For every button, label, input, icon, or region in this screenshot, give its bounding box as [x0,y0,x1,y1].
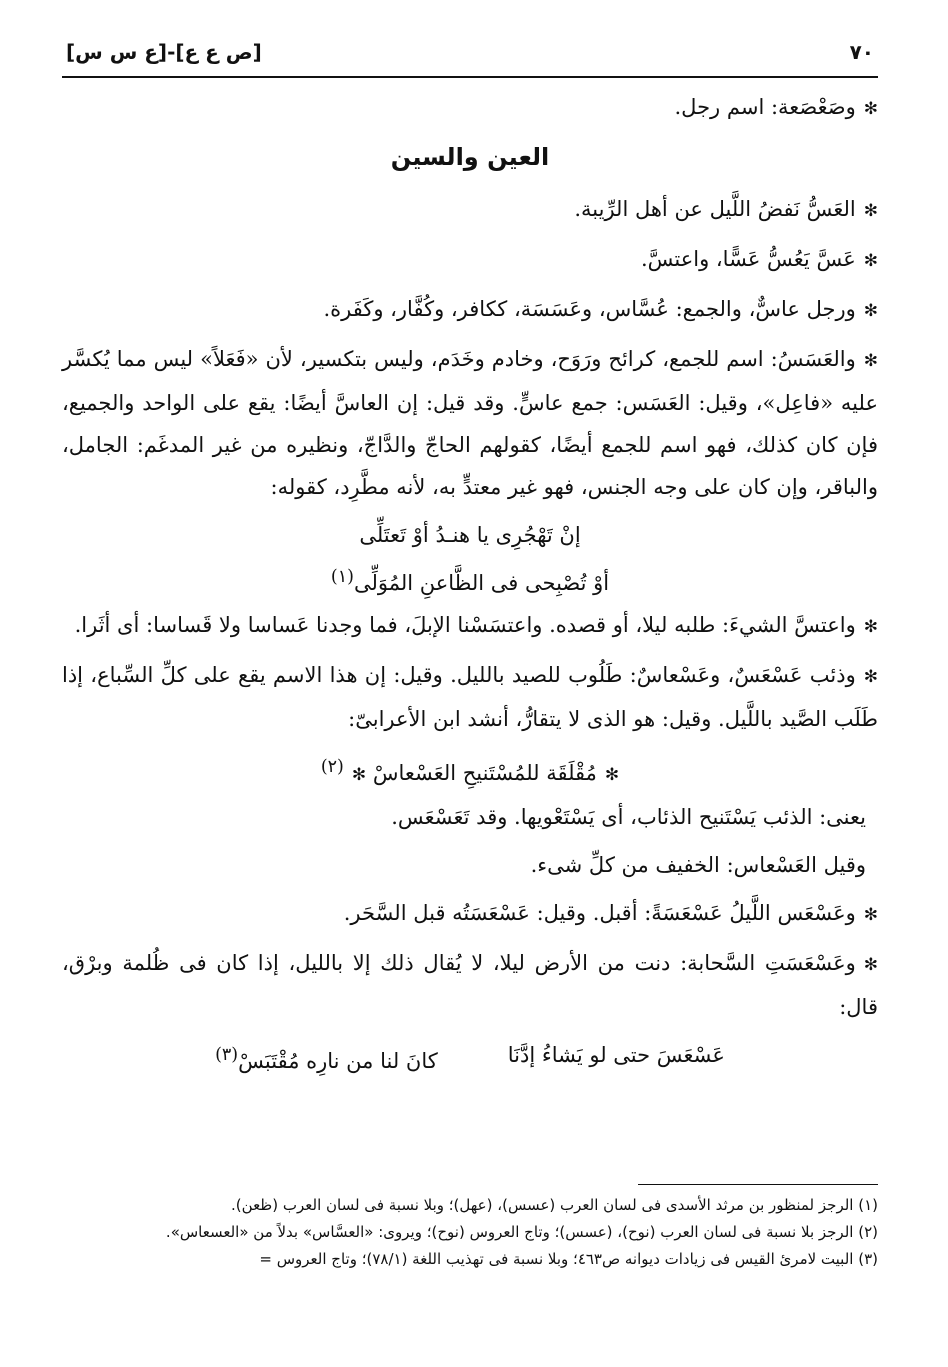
entry-paragraph [62,844,878,886]
entry-text: وعَسْعَسَتِ السَّحابة: دنت من الأرض ليلا، لا يُقال ذلك إلا بالليل، إذا كان فى ظُلمة وبرْق، قال: [62,951,878,1019]
verse-hemistich-left [215,1034,438,1082]
asterisk-icon: ✻ [863,201,878,221]
entry-text: وعَسْعَس اللَّيلُ عَسْعَسَةً: أقبل. وقيل: عَسْعَسَتُه قبل السَّحَر. [343,901,856,925]
asterisk-icon: ✻ [863,99,878,119]
asterisk-icon: ✻ [863,905,878,925]
verse-line [62,556,878,604]
main-text [62,86,878,1082]
entry-paragraph [62,86,878,130]
entry-text: ورجل عاسٌّ، والجمع: عُسَّاس، وعَسَسَة، ككافر، وكُفَّار، وكَفَرة. [323,297,856,321]
footnotes [62,1184,878,1274]
verse-line [62,746,878,796]
entry-text: وصَعْصَعة: اسم رجل. [674,95,856,119]
footnote-marker: (٢) [320,757,344,777]
asterisk-icon: ✻ [863,351,878,371]
entry-text: العَسُّ نَفضُ اللَّيل عن أهل الرِّيبة. [574,197,856,221]
footnote-marker: (٣) [215,1045,239,1065]
entry-text: والعَسَسُ: اسم للجمع، كرائح ورَوَح، وخادم وخَدَم، وليس بتكسير، لأن «فَعَلاً» ليس مما يُكسَّر عليه «فاعِل»، وقيل: العَسَس: جمع عاسٍّ. وقد قيل: إن العاسَّ أيضًا: يقع على الواحد والجميع، فإن كان كذلك، فهو اسم للجمع أيضًا، كقولهم الحاجّ والدَّاجّ، ونظيره من غير المدغَم: الجامل، والباقر، وإن كان على وجه الجنس، فهو غير معتدٍّ به، لأنه مطَّرِد، كقوله: [62,347,878,499]
asterisk-icon: ✻ [351,765,367,785]
verse-text: مُقْلَقَة للمُسْتَنيحِ العَسْعاسْ [372,761,597,785]
footnote: (١) الرجز لمنظور بن مرثد الأسدى فى لسان العرب (عسس)، (عهل)؛ وبلا نسبة فى لسان العرب (ظعن). [231,1196,878,1214]
entry-text: وذئب عَسْعَسٌ، وعَسْعاسٌ: طَلُوب للصيد بالليل. وقيل: إن هذا الاسم يقع على كلِّ السِّباع، إذا طَلَب الصَّيد باللَّيل. وقيل: هو الذى لا يتقارُّ، أنشد ابن الأعرابىّ: [62,663,878,731]
page-number: ٧٠ [849,40,874,64]
entry-text: واعتسَّ الشيءَ: طلبه ليلا، أو قصده. واعتسَسْنا الإبلَ، فما وجدنا عَساسا ولا قَساسا: أى أثَرا. [74,613,856,637]
verse-text: كانَ لنا من نارِه مُقْتَبَسْ [238,1049,438,1073]
entry-paragraph [62,796,878,838]
asterisk-icon: ✻ [604,765,620,785]
entry-text: وقيل العَسْعاس: الخفيف من كلِّ شىء. [530,853,866,877]
entry-paragraph [62,338,878,508]
verse-couplet [62,1034,878,1082]
entry-text: يعنى: الذئب يَسْتَنيح الذئاب، أى يَسْتَعْويها. وقد تَعَسْعَس. [391,805,866,829]
entry-paragraph [62,604,878,648]
verse-line [62,514,878,556]
footnote-marker: (١) [330,567,354,587]
asterisk-icon: ✻ [863,301,878,321]
asterisk-icon: ✻ [863,617,878,637]
section-title: العين والسين [390,143,550,171]
verse-text: إنْ تَهْجُرِى يا هنـدُ أوْ تَعتَلِّى [359,523,581,547]
asterisk-icon: ✻ [863,955,878,975]
entry-paragraph [62,942,878,1028]
page-header [62,36,878,78]
entry-paragraph [62,188,878,232]
verse-hemistich-right: عَسْعَسَ حتى لو يَشاءُ إدَّنَا [507,1043,725,1067]
entry-paragraph [62,654,878,740]
footnote: (٣) البيت لامرئ القيس فى زيادات ديوانه ص٤٦٣؛ وبلا نسبة فى تهذيب اللغة (٧٨/١)؛ وتاج العروس = [259,1250,878,1268]
running-head: [ص ع ع]-[ع س س] [66,40,262,64]
entry-paragraph [62,892,878,936]
footnote-divider [638,1184,878,1185]
entry-paragraph [62,288,878,332]
verse-text: أوْ تُصْبِحى فى الظَّاعنِ المُوَلِّى [353,571,610,595]
entry-paragraph [62,238,878,282]
entry-text: عَسَّ يَعُسُّ عَسًّا، واعتسَّ. [640,247,856,271]
footnote: (٢) الرجز بلا نسبة فى لسان العرب (نوح)، (عسس)؛ وتاج العروس (نوح)؛ ويروى: «العسَّاس» بدلاً من «العسعاس». [165,1223,878,1241]
asterisk-icon: ✻ [863,251,878,271]
asterisk-icon: ✻ [863,667,878,687]
